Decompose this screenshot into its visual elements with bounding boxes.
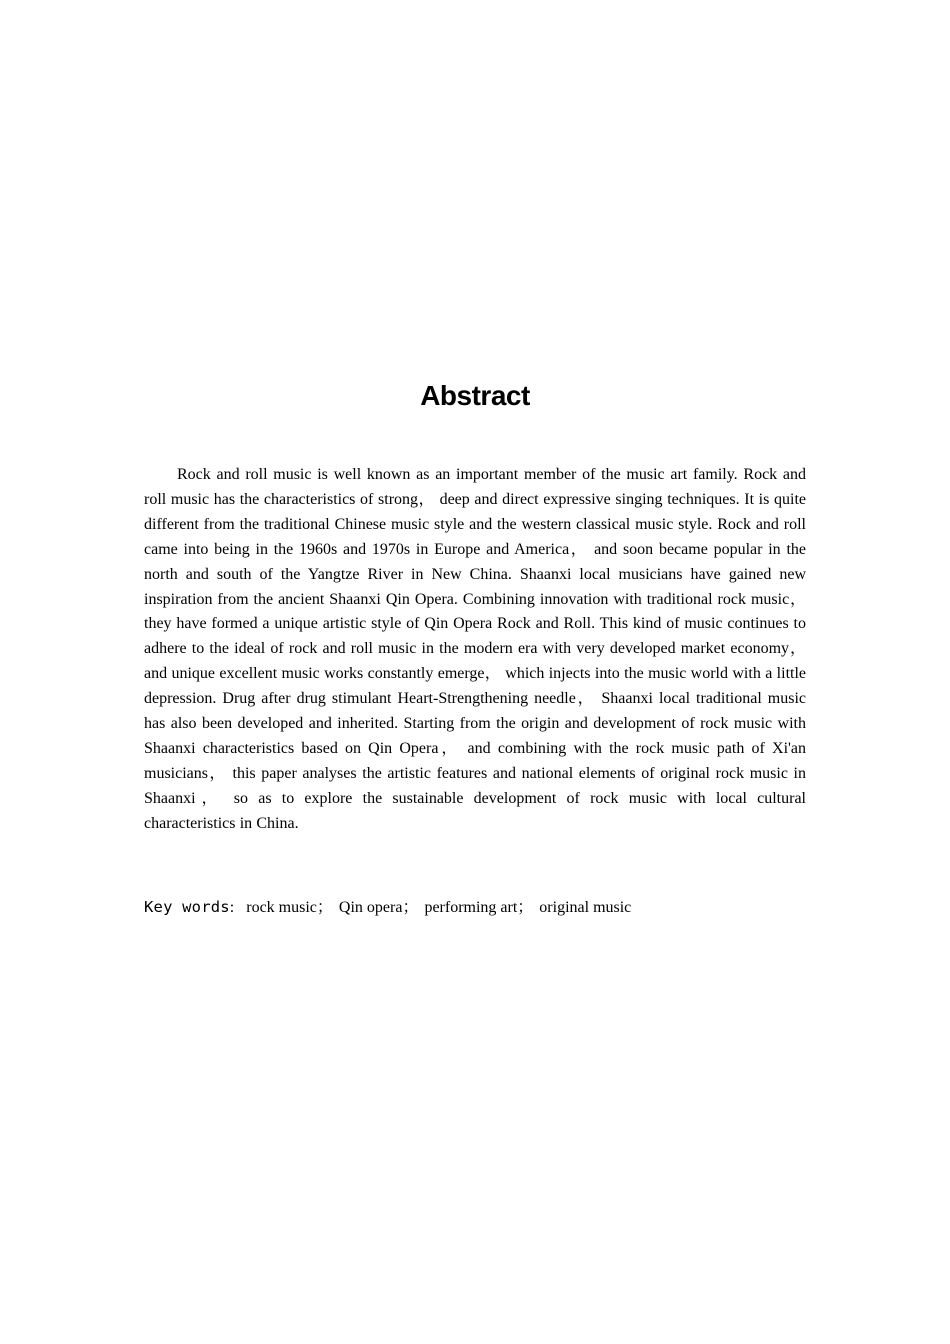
keywords-colon: : xyxy=(229,899,235,916)
keyword-separator: ； xyxy=(517,899,534,916)
keyword-separator: ； xyxy=(316,899,333,916)
abstract-title: Abstract xyxy=(420,380,530,411)
keywords-label: Key words xyxy=(144,898,230,916)
keyword-item: original music xyxy=(539,899,632,916)
abstract-paragraph: Rock and roll music is well known as an important member of the music art family. Rock and roll music has the characteristics of strong， deep and direct expressive singing techniques. It is quite different from the traditional Chinese music style and the western classical music style. Rock and roll came into being in the 1960s and 1970s in Europe and America， and soon became popular in the north and south of the Yangtze River in New China. Shaanxi local musicians have gained new inspiration from the ancient Shaanxi Qin Opera. Combining innovation with traditional rock music， they have formed a unique artistic style of Qin Opera Rock and Roll. This kind of music continues to adhere to the ideal of rock and roll music in the modern era with very developed market economy， and unique excellent music works constantly emerge， which injects into the music world with a little depression. Drug after drug stimulant Heart-Strengthening needle， Shaanxi local traditional music has also been developed and inherited. Starting from the origin and development of rock music with Shaanxi characteristics based on Qin Opera， and combining with the rock music path of Xi'an musicians， this paper analyses the artistic features and national elements of original rock music in Shaanxi， so as to explore the sustainable development of rock music with local cultural characteristics in China. xyxy=(144,466,806,832)
keywords-line xyxy=(144,895,806,920)
keyword-item: rock music xyxy=(246,899,317,916)
keyword-item: performing art xyxy=(424,899,518,916)
keyword-item: Qin opera xyxy=(338,899,403,916)
keyword-separator: ； xyxy=(402,899,419,916)
